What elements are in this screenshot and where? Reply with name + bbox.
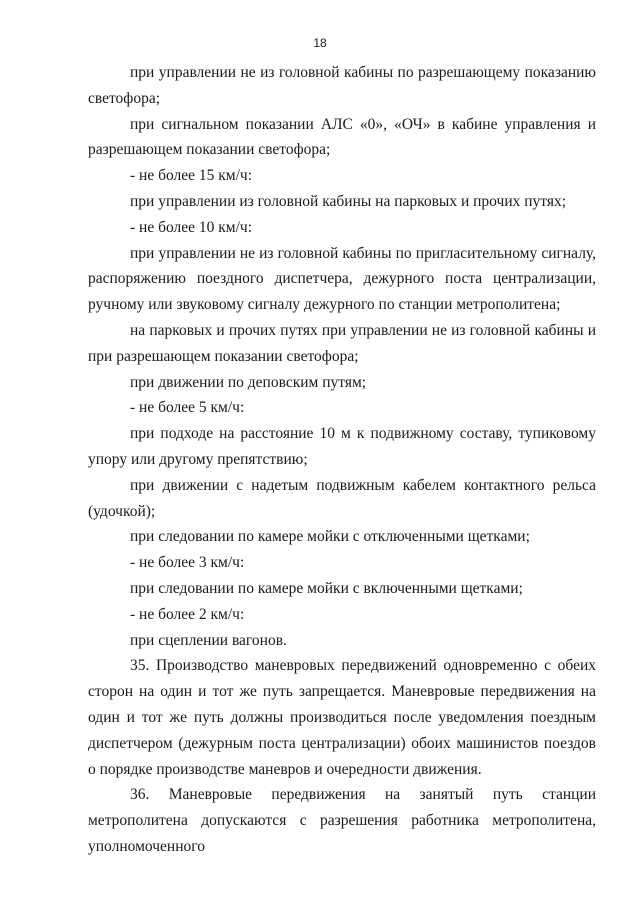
paragraph-wash-brushes-on: при следовании по камере мойки с включенными щетками;: [130, 579, 523, 597]
document-body: [88, 60, 596, 860]
paragraph-invitation-signal: при управлении не из головной кабины по пригласительному сигналу, распоряжению поездного диспетчера, дежурного поста централизации, ручному или звуковому сигналу дежурного по станции метрополитена;: [88, 244, 596, 314]
paragraph-wash-brushes-off: при следовании по камере мойки с отключенными щетками;: [130, 528, 530, 546]
clause-36: 36. Маневровые передвижения на занятый путь станции метрополитена допускаются с разрешения работника метрополитена, уполномоченного: [88, 786, 596, 855]
speed-limit-15: - не более 15 км/ч:: [130, 167, 253, 185]
speed-limit-2: - не более 2 км/ч:: [130, 605, 245, 623]
speed-limit-10: - не более 10 км/ч:: [130, 218, 253, 236]
paragraph-coupling-cars: при сцеплении вагонов.: [130, 631, 287, 649]
paragraph-park-tracks-non-head-cab: на парковых и прочих путях при управлении не из головной кабины и при разрешающем показании светофора;: [88, 321, 596, 365]
paragraph-approach-obstacle: при подходе на расстояние 10 м к подвижному составу, тупиковому упору или другому препятствию;: [88, 425, 596, 468]
speed-limit-3: - не более 3 км/ч:: [130, 554, 245, 572]
paragraph-depot-tracks: при движении по деповским путям;: [130, 373, 367, 391]
paragraph-signal-permissive: при управлении не из головной кабины по разрешающему показанию светофора;: [88, 64, 596, 107]
paragraph-head-cab-park-tracks: при управлении из головной кабины на парковых и прочих путях;: [130, 192, 567, 210]
clause-35: 35. Производство маневровых передвижений одновременно с обеих сторон на один и тот же путь запрещается. Маневровые передвижения на один и тот же путь должны производиться после уведомления поездным диспетчером (дежурным поста централизации) обоих машинистов поездов о порядке производстве маневров и очередности движения.: [88, 657, 596, 778]
page-number: 18: [313, 36, 327, 50]
speed-limit-5: - не более 5 км/ч:: [130, 399, 245, 417]
paragraph-als-signal: при сигнальном показании АЛС «0», «ОЧ» в кабине управления и разрешающем показании светофора;: [88, 115, 596, 159]
paragraph-contact-rail-cable: при движении с надетым подвижным кабелем контактного рельса (удочкой);: [88, 476, 596, 520]
